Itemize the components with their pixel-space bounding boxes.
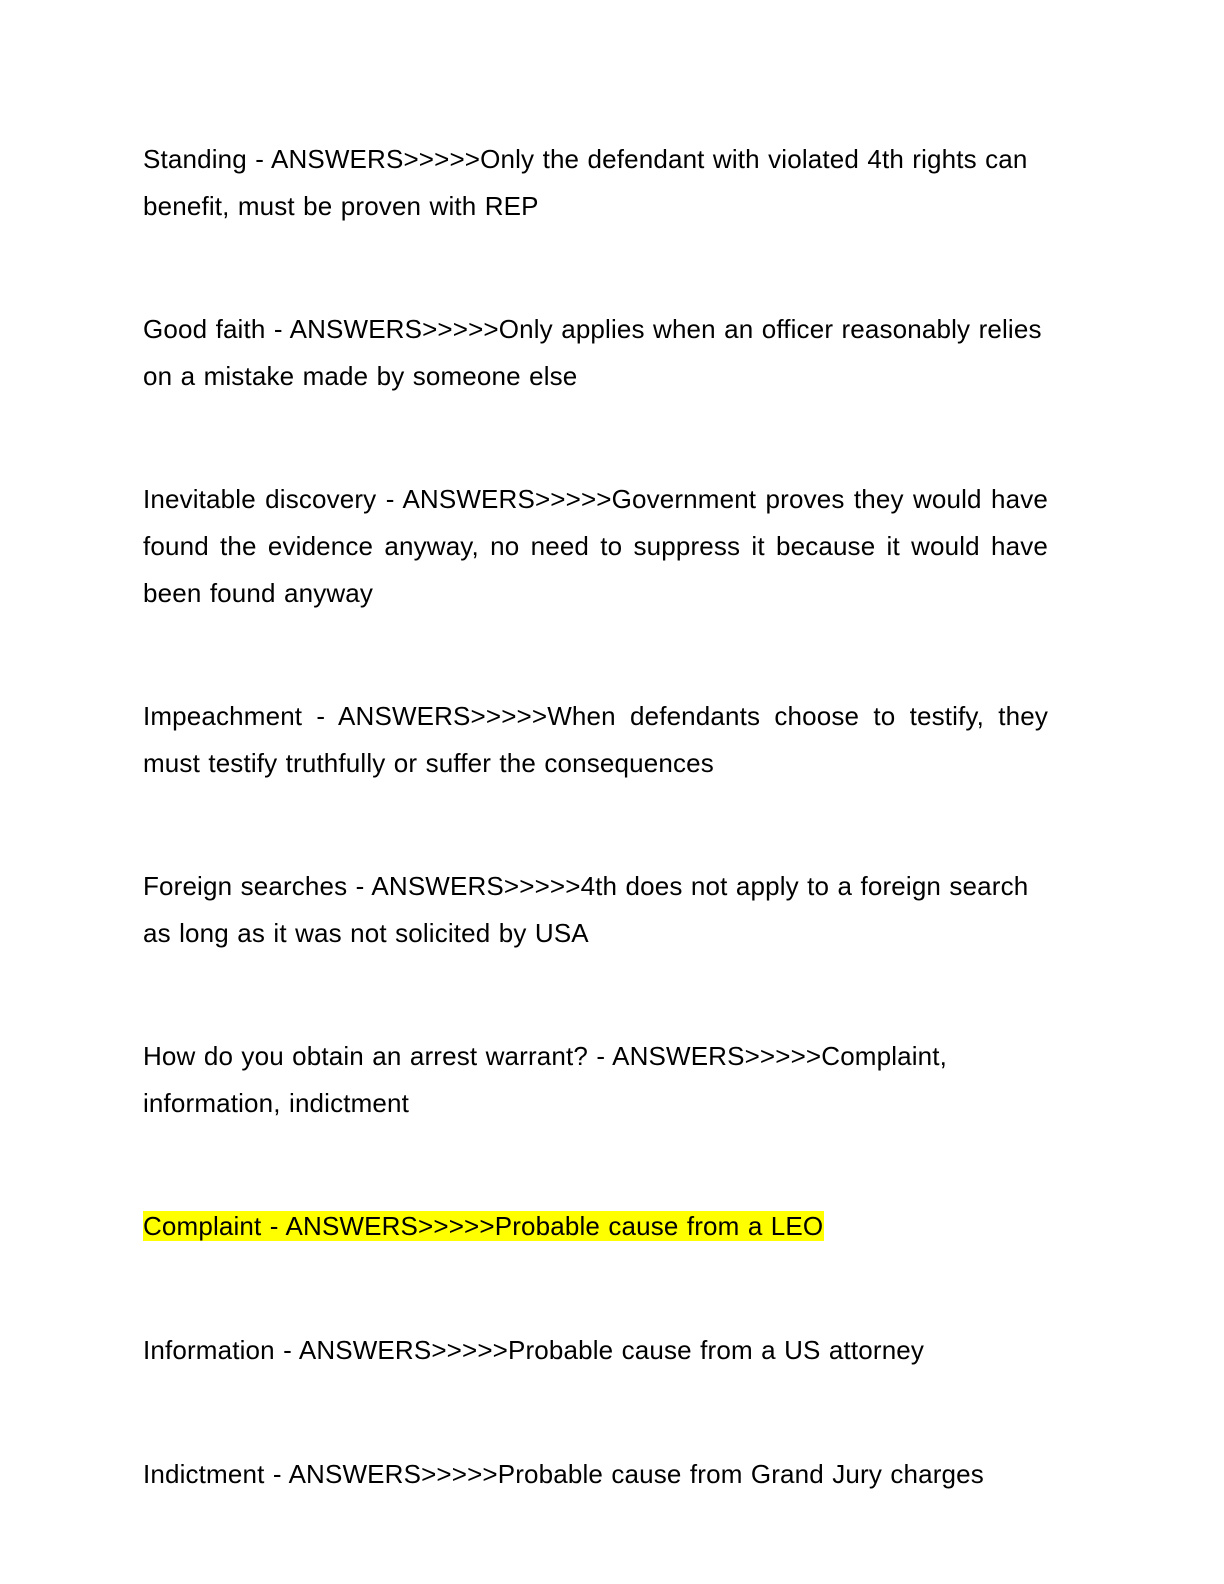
flashcard-text: Impeachment - ANSWERS>>>>>When defendants choose to testify, they must testify truthfully or suffer the consequences bbox=[143, 701, 1048, 778]
flashcard-foreign-searches bbox=[143, 863, 1048, 957]
flashcard-text: Inevitable discovery - ANSWERS>>>>>Government proves they would have found the evidence anyway, no need to suppress it because it would have been found anyway bbox=[143, 484, 1048, 608]
flashcard-information bbox=[143, 1327, 1048, 1374]
flashcard-text: How do you obtain an arrest warrant? - ANSWERS>>>>>Complaint, information, indictment bbox=[143, 1041, 948, 1118]
flashcard-text: Good faith - ANSWERS>>>>>Only applies when an officer reasonably relies on a mistake made by someone else bbox=[143, 314, 1042, 391]
flashcard-indictment bbox=[143, 1451, 1048, 1498]
flashcard-arrest-warrant bbox=[143, 1033, 1048, 1127]
flashcard-impeachment bbox=[143, 693, 1048, 787]
flashcard-standing bbox=[143, 136, 1048, 230]
highlighted-flashcard-text: Complaint - ANSWERS>>>>>Probable cause from a LEO bbox=[143, 1211, 824, 1241]
flashcard-text: Information - ANSWERS>>>>>Probable cause from a US attorney bbox=[143, 1335, 925, 1365]
flashcard-good-faith bbox=[143, 306, 1048, 400]
flashcard-complaint bbox=[143, 1203, 1048, 1250]
flashcard-inevitable-discovery bbox=[143, 476, 1048, 617]
flashcard-text: Foreign searches - ANSWERS>>>>>4th does not apply to a foreign search as long as it was not solicited by USA bbox=[143, 871, 1029, 948]
flashcard-text: Standing - ANSWERS>>>>>Only the defendant with violated 4th rights can benefit, must be proven with REP bbox=[143, 144, 1028, 221]
flashcard-text: Indictment - ANSWERS>>>>>Probable cause from Grand Jury charges bbox=[143, 1459, 984, 1489]
